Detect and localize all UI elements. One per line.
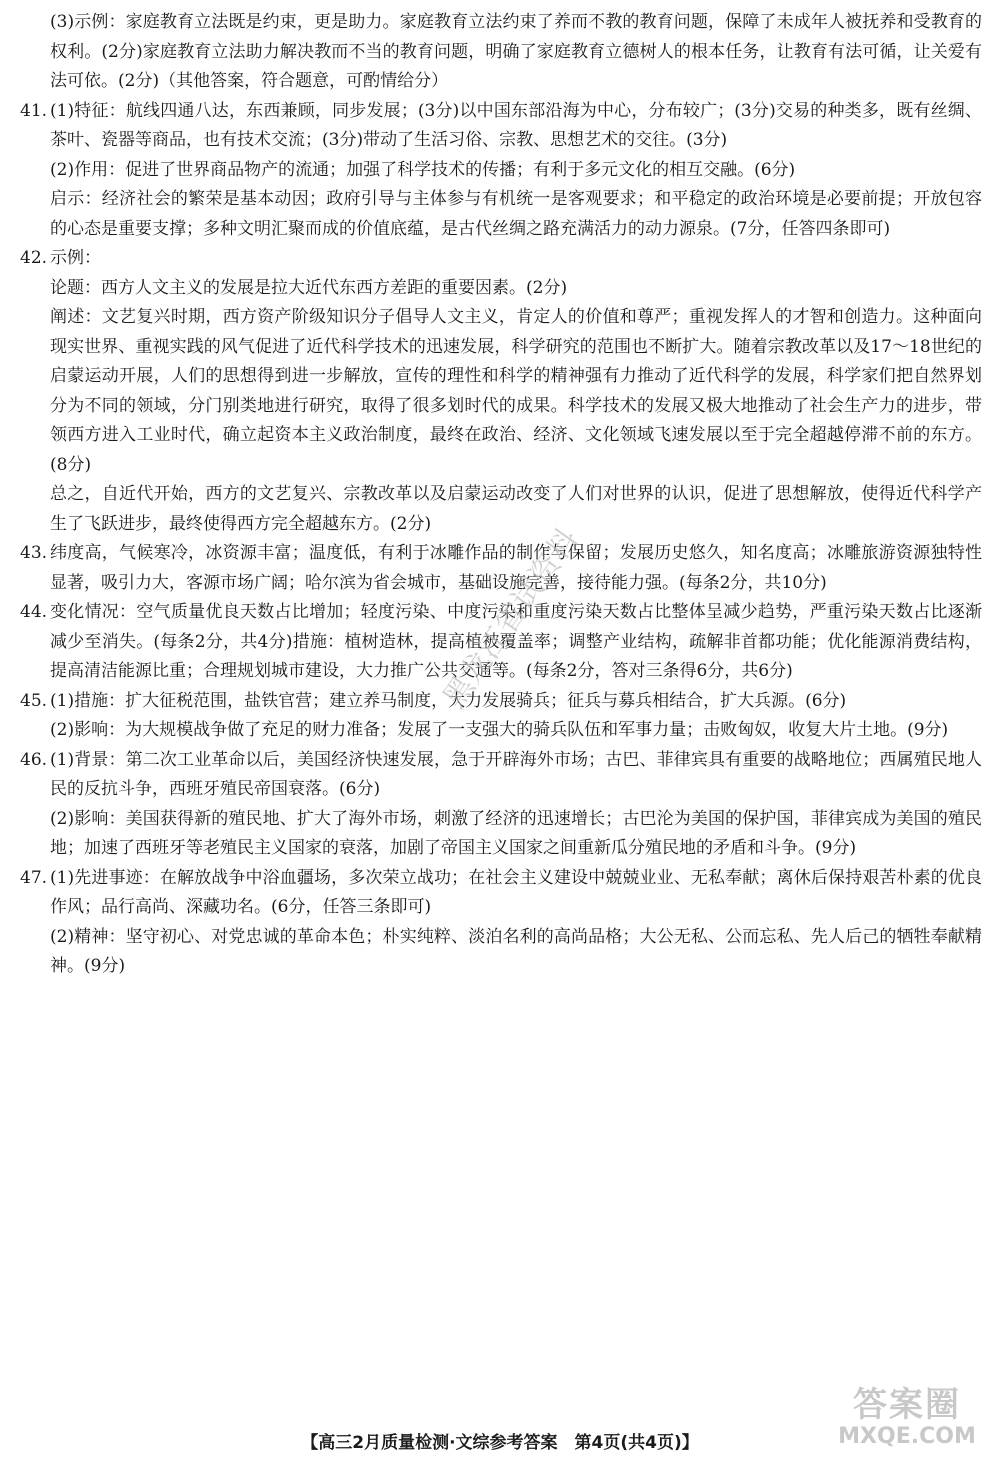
q42-conclusion: 总之，自近代开始，西方的文艺复兴、宗教改革以及启蒙运动改变了人们对世界的认识，促进了思想解放，使得近代科学产生了飞跃进步，最终使得西方完全超越东方。(2分)	[50, 484, 982, 534]
q41-number: 41.	[20, 100, 48, 121]
q44-number: 44.	[20, 602, 48, 622]
q43-number: 43.	[20, 543, 48, 563]
q47-part2: (2)精神：坚守初心、对党忠诚的革命本色；朴实纯粹、淡泊名利的高尚品格；大公无私、公而忘私、先人后己的牺牲奉献精神。(9分)	[50, 926, 982, 976]
site-logo	[832, 1385, 982, 1455]
watermark: 黑龙江省试资料	[436, 522, 586, 715]
answer-content	[20, 8, 982, 982]
q41	[20, 97, 982, 245]
q41-insight: 启示：经济社会的繁荣是基本动因；政府引导与主体参与有机统一是客观要求；和平稳定的政治环境是必要前提；开放包容的心态是重要支撑；多种文明汇聚而成的价值底蕴，是古代丝绸之路充满活力的动力源泉。(7分，任答四条即可)	[50, 189, 982, 239]
q42-thesis: 论题：西方人文主义的发展是拉大近代东西方差距的重要因素。(2分)	[50, 277, 568, 298]
page-footer: 【高三2月质量检测·文综参考答案 第4页(共4页)】	[301, 1433, 699, 1453]
q42-example: 示例：	[50, 248, 101, 268]
q42-elaboration: 阐述：文艺复兴时期，西方资产阶级知识分子倡导人文主义，肯定人的价值和尊严；重视发挥人的才智和创造力。这种面向现实世界、重视实践的风气促进了近代科学技术的迅速发展，科学研究的范围也不断扩大。随着宗教改革以及17～18世纪的启蒙运动开展，人们的思想得到进一步解放，宣传的理性和科学的精神强有力推动了近代科学的发展，科学家们把自然界划分为不同的领域，分门别类地进行研究，取得了很多划时代的成果。科学技术的发展又极大地推动了社会生产力的进步，带领西方进入工业时代，确立起资本主义政治制度，最终在政治、经济、文化领域飞速发展以至于完全超越停滞不前的东方。(8分)	[50, 307, 982, 475]
q45-number: 45.	[20, 690, 48, 711]
q44-answer: 变化情况：空气质量优良天数占比增加；轻度污染、中度污染和重度污染天数占比整体呈减少趋势，严重污染天数占比逐渐减少至消失。(每条2分，共4分)措施：植树造林，提高植被覆盖率；调整产业结构，疏解非首都功能；优化能源消费结构，提高清洁能源比重；合理规划城市建设，大力推广公共交通等。(每条2分，答对三条得6分，共6分)	[50, 602, 982, 681]
q47	[20, 864, 982, 982]
q45-part1: (1)措施：扩大征税范围，盐铁官营；建立养马制度，大力发展骑兵；征兵与募兵相结合，扩大兵源。(6分)	[50, 690, 847, 711]
q43-answer: 纬度高，气候寒冷，冰资源丰富；温度低，有利于冰雕作品的制作与保留；发展历史悠久，知名度高；冰雕旅游资源独特性显著，吸引力大，客源市场广阔；哈尔滨为省会城市，基础设施完善，接待能力强。(每条2分，共10分)	[50, 543, 982, 593]
q45-part2: (2)影响：为大规模战争做了充足的财力准备；发展了一支强大的骑兵队伍和军事力量；击败匈奴，收复大片土地。(9分)	[50, 720, 949, 740]
q45	[20, 687, 982, 746]
q41-part2: (2)作用：促进了世界商品物产的流通；加强了科学技术的传播；有利于多元文化的相互交融。(6分)	[50, 159, 796, 180]
q40-part3: (3)示例：家庭教育立法既是约束，更是助力。家庭教育立法约束了养而不教的教育问题，保障了未成年人被抚养和受教育的权利。(2分)家庭教育立法助力解决教而不当的教育问题，明确了家庭教育立德树人的根本任务，让教育有法可循，让关爱有法可依。(2分)（其他答案，符合题意，可酌情给分）	[50, 12, 982, 91]
logo-text: 答案圈	[853, 1385, 961, 1425]
q47-number: 47.	[20, 867, 48, 888]
q42	[20, 244, 982, 539]
q46-number: 46.	[20, 749, 48, 770]
q42-number: 42.	[20, 248, 48, 268]
q47-part1: (1)先进事迹：在解放战争中浴血疆场，多次荣立战功；在社会主义建设中兢兢业业、无私奉献；离休后保持艰苦朴素的优良作风；品行高尚、深藏功名。(6分，任答三条即可)	[50, 867, 982, 917]
q46	[20, 746, 982, 864]
q46-part2: (2)影响：美国获得新的殖民地、扩大了海外市场，刺激了经济的迅速增长；古巴沦为美国的保护国，菲律宾成为美国的殖民地；加速了西班牙等老殖民主义国家的衰落，加剧了帝国主义国家之间重新瓜分殖民地的矛盾和斗争。(9分)	[50, 808, 982, 858]
q46-part1: (1)背景：第二次工业革命以后，美国经济快速发展，急于开辟海外市场；古巴、菲律宾具有重要的战略地位；西属殖民地人民的反抗斗争，西班牙殖民帝国衰落。(6分)	[50, 749, 982, 799]
logo-domain: MXQE.COM	[838, 1424, 976, 1449]
q41-part1: (1)特征：航线四通八达，东西兼顾，同步发展；(3分)以中国东部沿海为中心，分布较广；(3分)交易的种类多，既有丝绸、茶叶、瓷器等商品，也有技术交流；(3分)带动了生活习俗、宗教、思想艺术的交往。(3分)	[50, 100, 982, 150]
